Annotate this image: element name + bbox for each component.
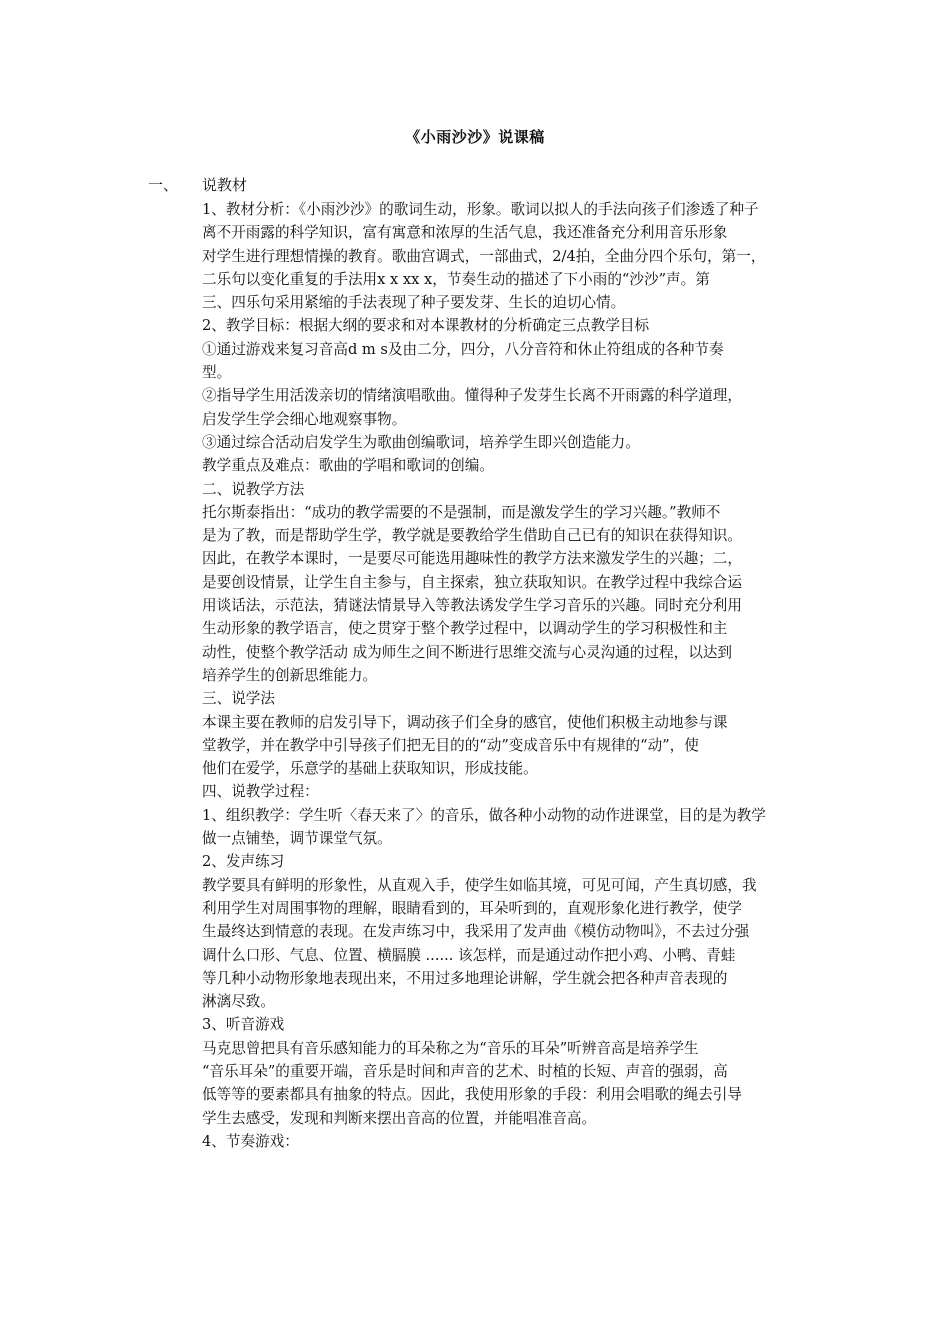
text-line: 2、发声练习 [202,853,285,871]
text-line: 他们在爱学，乐意学的基础上获取知识，形成技能。 [202,760,538,778]
text-line: 学生去感受，发现和判断来摆出音高的位置，并能唱准音高。 [202,1109,597,1127]
text-line: “音乐耳朵”的重要开端，音乐是时间和声音的艺术、时植的长短、声音的强弱，高 [202,1062,728,1080]
text-line: 生动形象的教学语言，使之贯穿于整个教学过程中，以调动学生的学习积极性和主 [202,620,728,638]
text-line: 培养学生的创新思维能力。 [202,666,378,684]
text-line: 三、四乐句采用紧缩的手法表现了种子要发芽、生长的迫切心情。 [202,294,626,312]
text-line: 二乐句以变化重复的手法用x x xx x，节奏生动的描述了下小雨的“沙沙”声。第 [202,270,710,288]
text-line: 启发学生学会细心地观察事物。 [202,410,407,428]
document-body [202,198,814,1153]
document-title: 《小雨沙沙》说课稿 [405,128,545,146]
text-line: ③通过综合活动启发学生为歌曲创编歌词，培养学生即兴创造能力。 [202,433,640,451]
text-line: 利用学生对周围事物的理解，眼睛看到的，耳朵听到的，直观形象化进行教学，使学 [202,899,742,917]
text-line: 生最终达到情意的表现。在发声练习中，我采用了发声曲《模仿动物叫》，不去过分强 [202,923,750,941]
text-line: 是为了教，而是帮助学生学，教学就是要教给学生借助自己已有的知识在获得知识。 [202,527,742,545]
text-line: 1、组织教学：学生听〈春天来了〉的音乐，做各种小动物的动作进课堂，目的是为教学 [202,806,766,824]
text-line: 托尔斯泰指出：“成功的教学需要的不是强制，而是激发学生的学习兴趣。”教师不 [202,503,721,521]
text-line: 4、节奏游戏： [202,1132,299,1150]
text-line: 教学要具有鲜明的形象性，从直观入手，使学生如临其境，可见可闻，产生真切感，我 [202,876,757,894]
text-line: 2、教学目标：根据大纲的要求和对本课教材的分析确定三点教学目标 [202,317,650,335]
text-line: 因此，在教学本课时，一是要尽可能选用趣味性的教学方法来激发学生的兴趣；二， [202,550,742,568]
text-line: 是要创设情景，让学生自主参与，自主探索，独立获取知识。在教学过程中我综合运 [202,573,742,591]
text-line: 二、说教学方法 [202,480,305,498]
text-line: 用谈话法，示范法，猜谜法情景导入等教法诱发学生学习音乐的兴趣。同时充分利用 [202,597,742,615]
text-line: 四、说教学过程： [202,783,319,801]
text-line: 等几种小动物形象地表现出来，不用过多地理论讲解，学生就会把各种声音表现的 [202,969,728,987]
text-line: 堂教学，并在教学中引导孩子们把无目的的“动”变成音乐中有规律的“动”，使 [202,736,699,754]
text-line: ②指导学生用活泼亲切的情绪演唱歌曲。懂得种子发芽生长离不开雨露的科学道理， [202,387,742,405]
text-line: 教学重点及难点：歌曲的学唱和歌词的创编。 [202,457,494,475]
section-heading-text: 说教材 [202,176,248,194]
text-line: 马克思曾把具有音乐感知能力的耳朵称之为“音乐的耳朵”听辨音高是培养学生 [202,1039,699,1057]
text-line: 离不开雨露的科学知识，富有寓意和浓厚的生活气息，我还准备充分利用音乐形象 [202,224,728,242]
text-line: 三、说学法 [202,690,275,708]
text-line: 淋漓尽致。 [202,993,275,1011]
text-line: 3、听音游戏 [202,1016,285,1034]
text-line: 对学生进行理想情操的教育。歌曲宫调式，一部曲式，2/4拍，全曲分四个乐句，第一， [202,247,766,265]
text-line: 动性，使整个教学活动 成为师生之间不断进行思维交流与心灵沟通的过程，以达到 [202,643,733,661]
text-line: 调什么口形、气息、位置、横膈膜 ...... 该怎样，而是通过动作把小鸡、小鸭、青蛙 [202,946,736,964]
text-line: 本课主要在教师的启发引导下，调动孩子们全身的感官，使他们积极主动地参与课 [202,713,728,731]
text-line: 做一点铺垫，调节课堂气氛。 [202,830,392,848]
text-line: 1、教材分析：《小雨沙沙》的歌词生动，形象。歌词以拟人的手法向孩子们渗透了种子 [202,201,759,218]
section-heading-1 [148,174,247,197]
section-number: 一、 [148,176,179,194]
text-line: 低等等的要素都具有抽象的特点。因此，我使用形象的手段：利用会唱歌的绳去引导 [202,1086,742,1104]
text-line: 型。 [202,364,232,382]
text-line: ①通过游戏来复习音高d m s及由二分，四分，八分音符和休止符组成的各种节奏 [202,340,724,358]
